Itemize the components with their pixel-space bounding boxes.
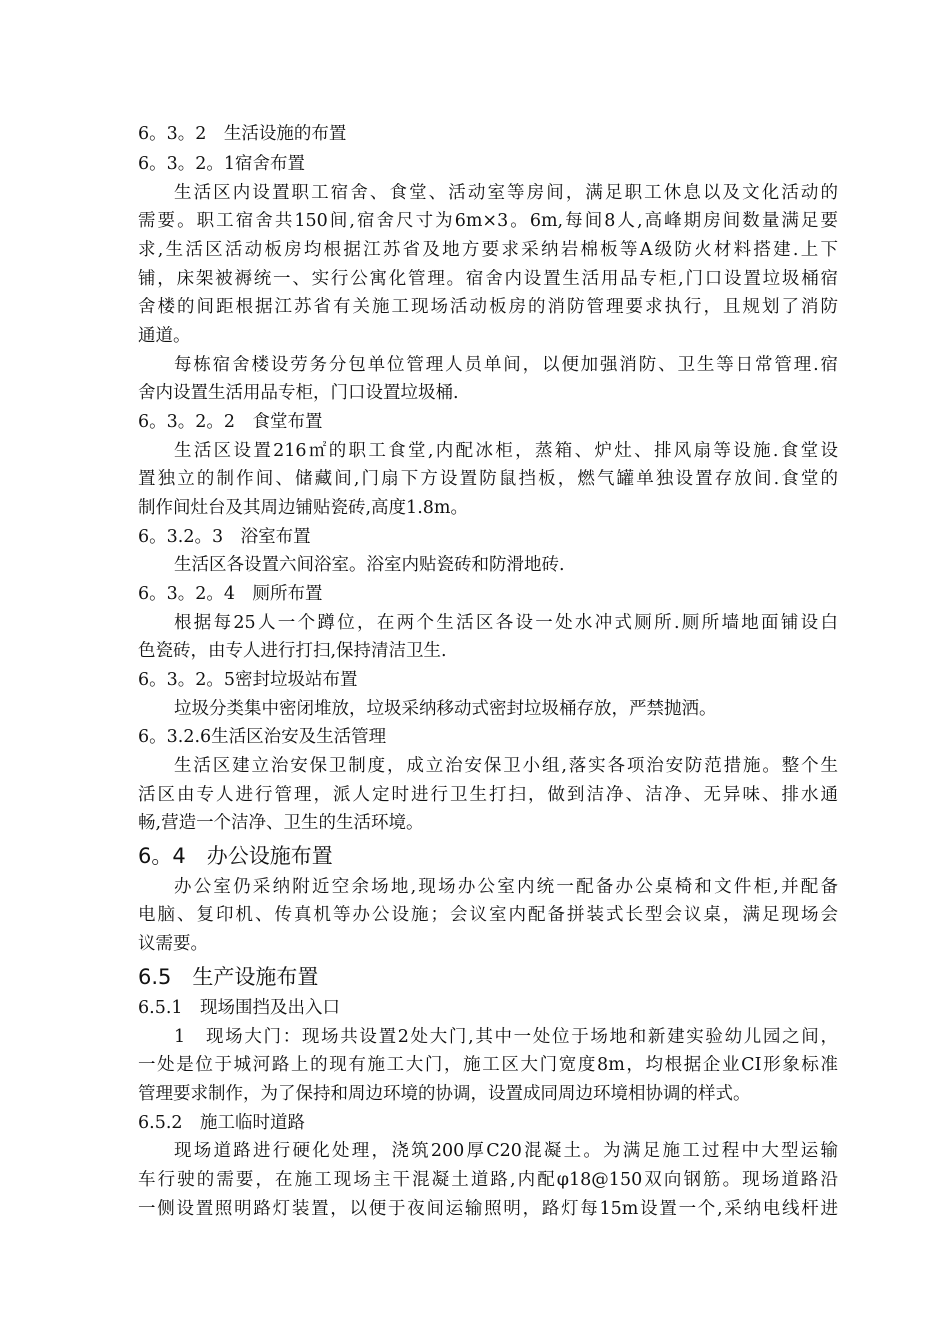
- paragraph-line: 需要。职工宿舍共150间,宿舍尺寸为6m×3。6m,每间8人,高峰期房间数量满足要: [138, 211, 838, 231]
- paragraph-line: 管理要求制作，为了保持和周边环境的协调，设置成同周边环境相协调的样式。: [138, 1084, 751, 1104]
- paragraph-line: 舍内设置生活用品专柜，门口设置垃圾桶.: [138, 383, 459, 403]
- paragraph-line: 车行驶的需要，在施工现场主干混凝土道路,内配φ18@150双向钢筋。现场道路沿: [138, 1170, 838, 1190]
- paragraph-line: 生活区各设置六间浴室。浴室内贴瓷砖和防滑地砖.: [174, 555, 565, 575]
- subsection-heading: 6。3。2。5密封垃圾站布置: [138, 670, 358, 690]
- subsection-heading: 6.5.1 现场围挡及出入口: [138, 998, 341, 1018]
- subsection-heading: 6.5.2 施工临时道路: [138, 1113, 306, 1133]
- paragraph-line: 生活区建立治安保卫制度，成立治安保卫小组,落实各项治安防范措施。整个生: [174, 756, 838, 776]
- paragraph-line: 现场道路进行硬化处理，浇筑200厚C20混凝土。为满足施工过程中大型运输: [174, 1141, 838, 1161]
- subsection-heading: 6。3。2。4 厕所布置: [138, 584, 323, 604]
- paragraph-line: 求,生活区活动板房均根据江苏省及地方要求采纳岩棉板等A级防火材料搭建.上下: [138, 240, 838, 260]
- paragraph-line: 活区由专人进行管理，派人定时进行卫生打扫，做到洁净、洁净、无异味、排水通: [138, 785, 838, 805]
- paragraph-line: 议需要。: [138, 934, 208, 954]
- paragraph-line: 每栋宿舍楼设劳务分包单位管理人员单间，以便加强消防、卫生等日常管理.宿: [174, 355, 838, 375]
- subsection-heading: 6。3。2。2 食堂布置: [138, 412, 323, 432]
- paragraph-line: 根据每25人一个蹲位，在两个生活区各设一处水冲式厕所.厕所墙地面铺设白: [174, 613, 838, 633]
- section-heading-large: 6.5 生产设施布置: [138, 965, 319, 989]
- paragraph-line: 铺，床架被褥统一、实行公寓化管理。宿舍内设置生活用品专柜,门口设置垃圾桶宿: [138, 269, 838, 289]
- subsection-heading: 6。3。2。1宿舍布置: [138, 154, 306, 174]
- paragraph-line: 电脑、复印机、传真机等办公设施；会议室内配备拼装式长型会议桌，满足现场会: [138, 905, 838, 925]
- paragraph-line: 办公室仍采纳附近空余场地,现场办公室内统一配备办公桌椅和文件柜,并配备: [174, 877, 838, 897]
- paragraph-line: 1 现场大门：现场共设置2处大门,其中一处位于场地和新建实验幼儿园之间，: [174, 1027, 838, 1047]
- paragraph-line: 生活区内设置职工宿舍、食堂、活动室等房间，满足职工休息以及文化活动的: [174, 183, 838, 203]
- paragraph-line: 一处是位于城河路上的现有施工大门，施工区大门宽度8m，均根据企业CI形象标准: [138, 1055, 838, 1075]
- paragraph-line: 一侧设置照明路灯装置，以便于夜间运输照明，路灯每15m设置一个,采纳电线杆进: [138, 1199, 838, 1219]
- subsection-heading: 6。3.2.6生活区治安及生活管理: [138, 727, 387, 747]
- paragraph-line: 置独立的制作间、储藏间,门扇下方设置防鼠挡板，燃气罐单独设置存放间.食堂的: [138, 469, 838, 489]
- paragraph-line: 色瓷砖，由专人进行打扫,保持清洁卫生.: [138, 641, 447, 661]
- paragraph-line: 垃圾分类集中密闭堆放，垃圾采纳移动式密封垃圾桶存放，严禁抛洒。: [174, 699, 717, 719]
- paragraph-line: 制作间灶台及其周边铺贴瓷砖,高度1.8m。: [138, 498, 468, 518]
- paragraph-line: 通道。: [138, 326, 191, 346]
- paragraph-line: 生活区设置216㎡的职工食堂,内配冰柜，蒸箱、炉灶、排风扇等设施.食堂设: [174, 441, 838, 461]
- paragraph-line: 畅,营造一个洁净、卫生的生活环境。: [138, 813, 424, 833]
- section-heading: 6。3。2 生活设施的布置: [138, 124, 347, 144]
- subsection-heading: 6。3.2。3 浴室布置: [138, 527, 311, 547]
- paragraph-line: 舍楼的间距根据江苏省有关施工现场活动板房的消防管理要求执行，且规划了消防: [138, 297, 838, 317]
- section-heading-large: 6。4 办公设施布置: [138, 844, 333, 868]
